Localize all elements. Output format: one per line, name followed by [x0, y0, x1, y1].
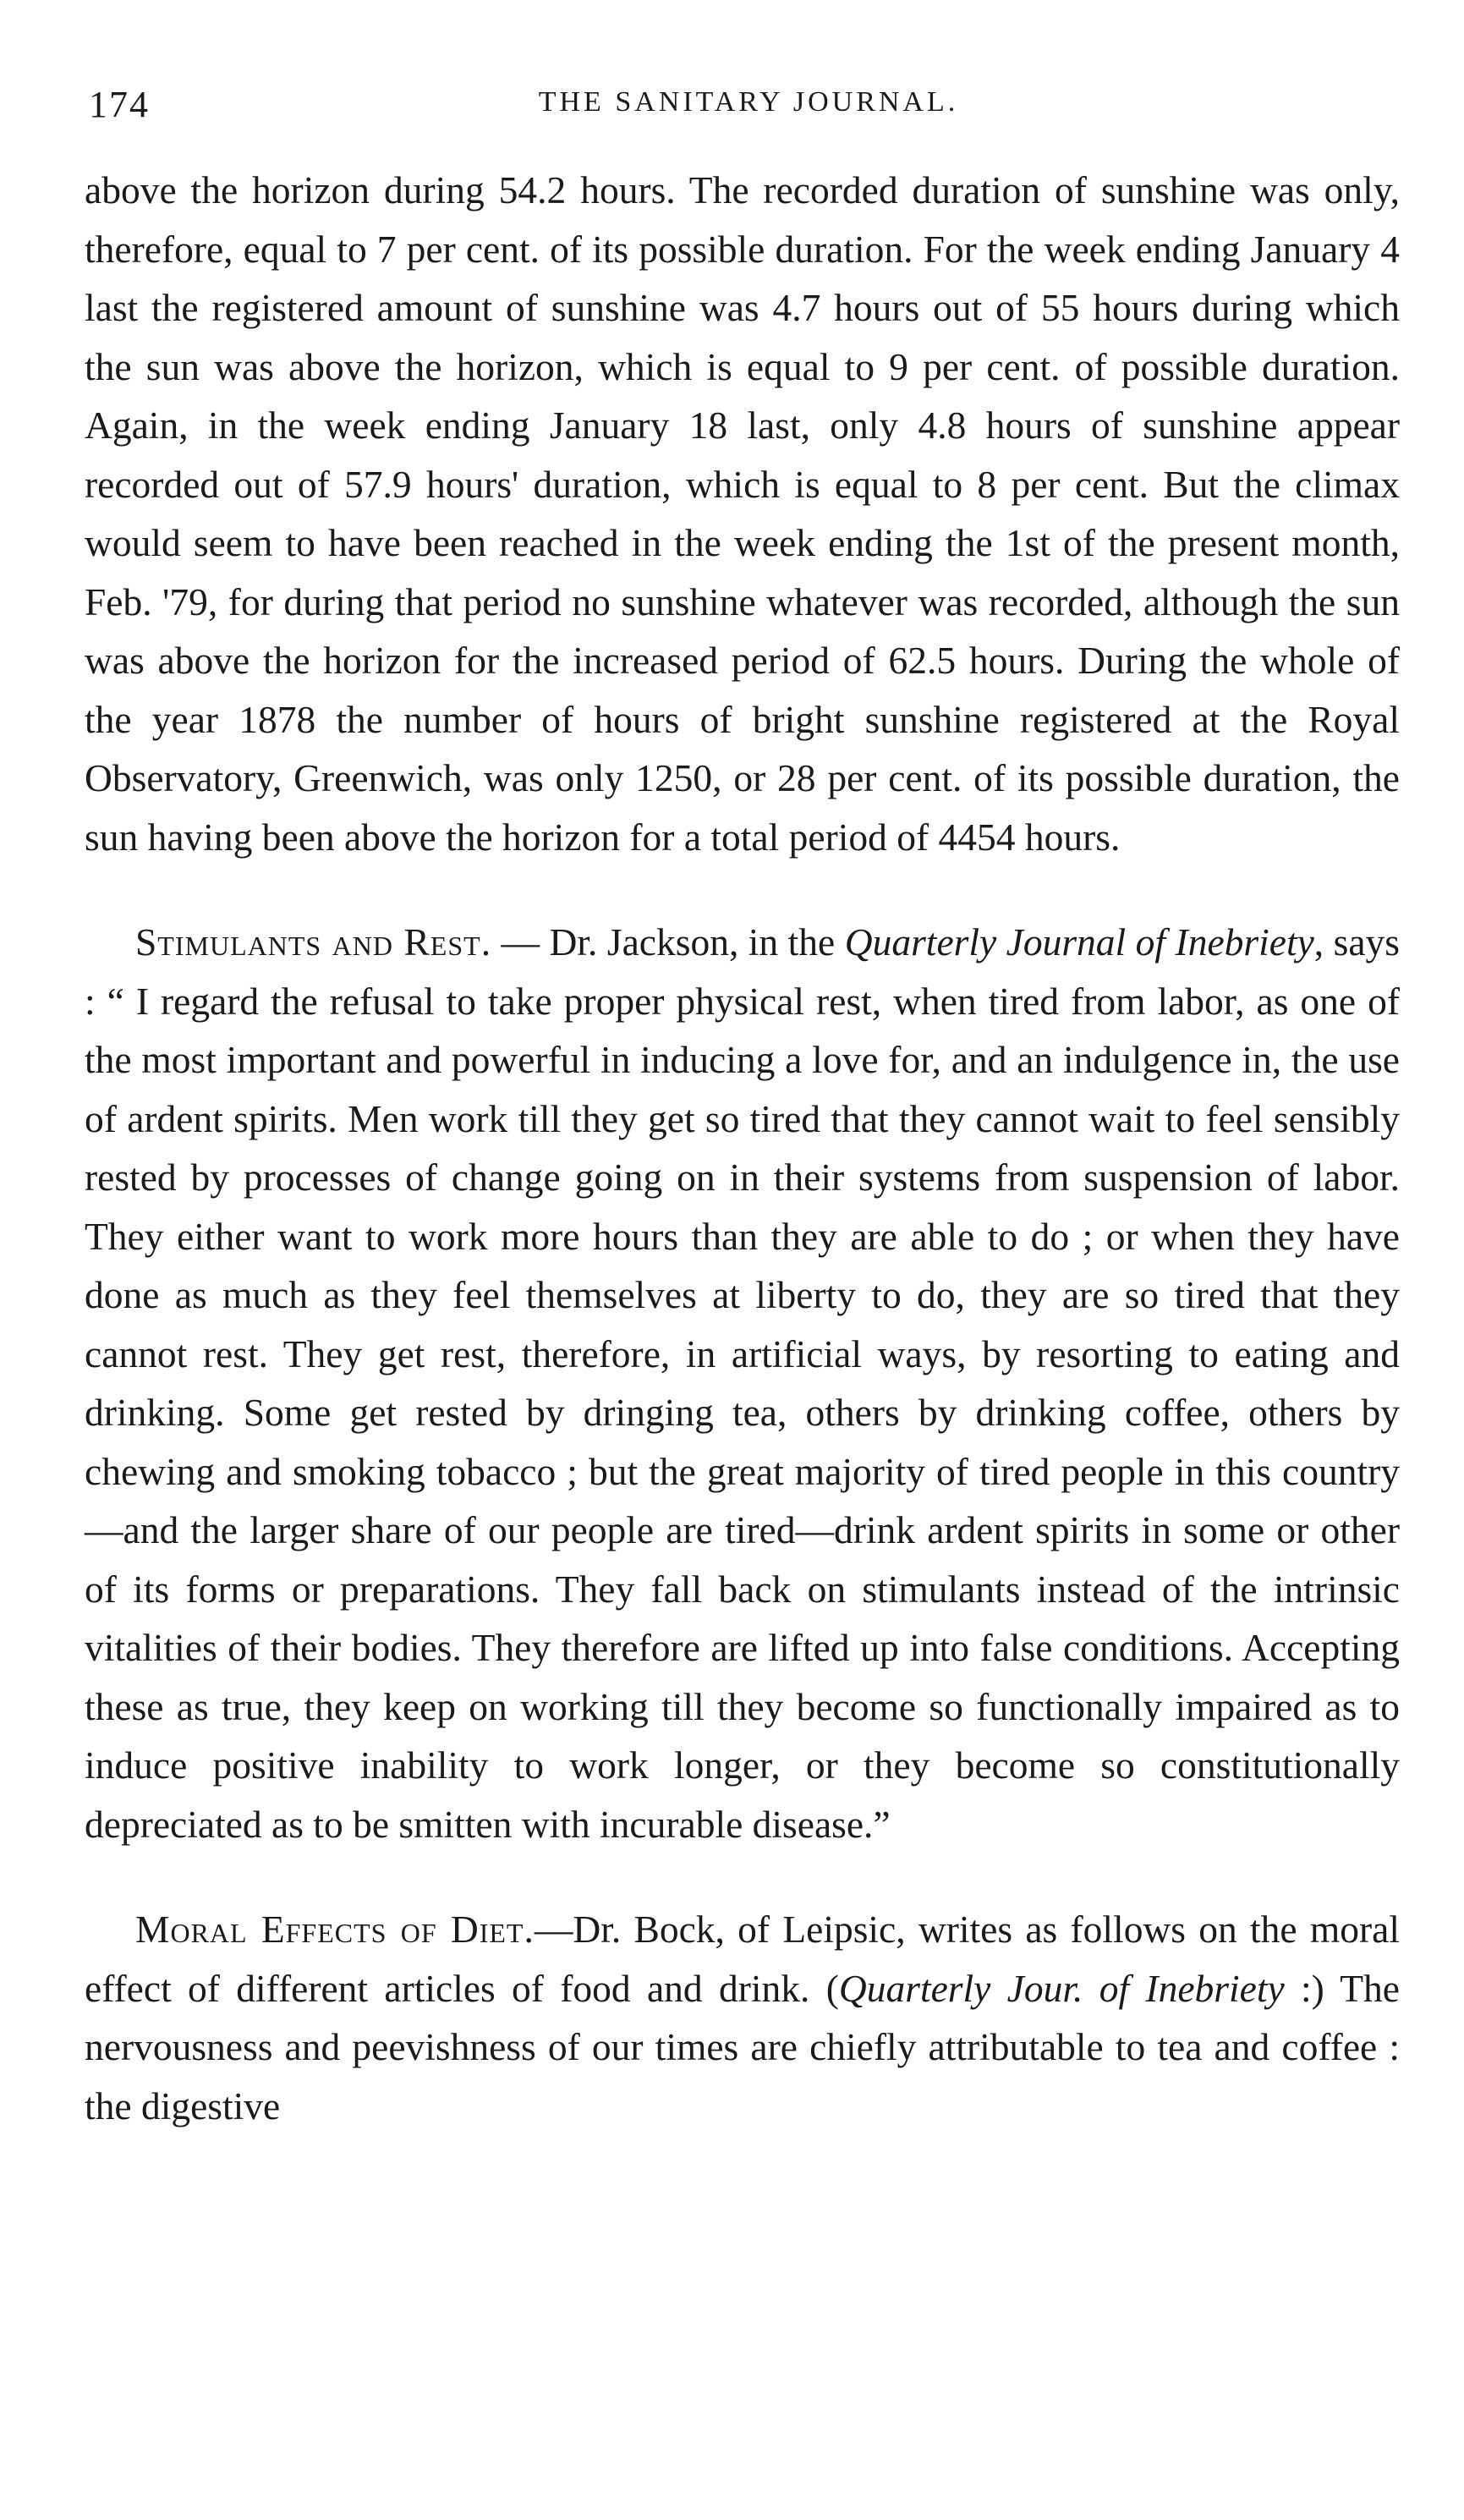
paragraph-text: , says : “ I regard the refusal to take proper physical rest, when tired from labor, as one of the most important and powerful in inducing a love for, and an indulgence in, the use of ardent spirits. Men work till they get so tired that they cannot wait to feel sensibly rested by processes of change going on in their systems from suspension of labor. They either want to work more hours than they are able to do ; or when they have done as much as they feel themselves at liberty to do, they are so tired that they cannot rest. They get rest, therefore, in artificial ways, by resorting to eating and drinking. Some get rested by dringing tea, others by drinking coffee, others by chewing and smoking tobacco ; but the great majority of tired people in this country—and the larger share of our people are tired—drink ardent spirits in some or other of its forms or preparations. They fall back on stimulants instead of the intrinsic vitalities of their bodies. They therefore are lifted up into false conditions. Accepting these as true, they keep on working till they become so functionally impaired as to induce positive inability to work longer, or they become so constitutionally depreciated as to be smitten with incurable disease.”: [85, 920, 1400, 1846]
paragraph-stimulants-and-rest: [85, 913, 1400, 1853]
running-head: [89, 83, 1408, 134]
paragraph-lead: —Dr. Bock, of Leipsic, writes as follows on the moral effect of different articles of food and drink. (: [85, 1908, 1400, 2010]
paragraph-moral-effects-of-diet: [85, 1900, 1400, 2135]
section-heading-stimulants-and-rest: Stimulants and Rest.: [135, 920, 492, 964]
cited-journal-title: Quarterly Jour. of Inebriety: [838, 1966, 1285, 2010]
body-text: [85, 161, 1400, 2135]
paragraph-text: :) The nervousness and peevishness of our times are chiefly attributable to tea and coffee : the digestive: [85, 1966, 1401, 2127]
cited-journal-title: Quarterly Journal of Inebriety: [844, 920, 1314, 964]
paragraph-sunshine-continuation: [85, 161, 1400, 866]
page-number: 174: [89, 84, 150, 125]
paragraph-lead: — Dr. Jackson, in the: [491, 920, 845, 964]
journal-title: THE SANITARY JOURNAL.: [538, 86, 959, 118]
paragraph-text: above the horizon during 54.2 hours. The recorded duration of sunshine was only, therefore, equal to 7 per cent. of its possible duration. For the week ending January 4 last the registered amount of sunshine was 4.7 hours out of 55 hours during which the sun was above the horizon, which is equal to 9 per cent. of possible duration. Again, in the week ending January 18 last, only 4.8 hours of sunshine appear recorded out of 57.9 hours' duration, which is equal to 8 per cent. But the climax would seem to have been reached in the week ending the 1st of the present month, Feb. '79, for during that period no sunshine whatever was recorded, although the sun was above the horizon for the increased period of 62.5 hours. During the whole of the year 1878 the number of hours of bright sunshine registered at the Royal Observatory, Greenwich, was only 1250, or 28 per cent. of its possible duration, the sun having been above the horizon for a total period of 4454 hours.: [85, 168, 1400, 859]
section-heading-moral-effects-of-diet: Moral Effects of Diet.: [135, 1908, 535, 1951]
